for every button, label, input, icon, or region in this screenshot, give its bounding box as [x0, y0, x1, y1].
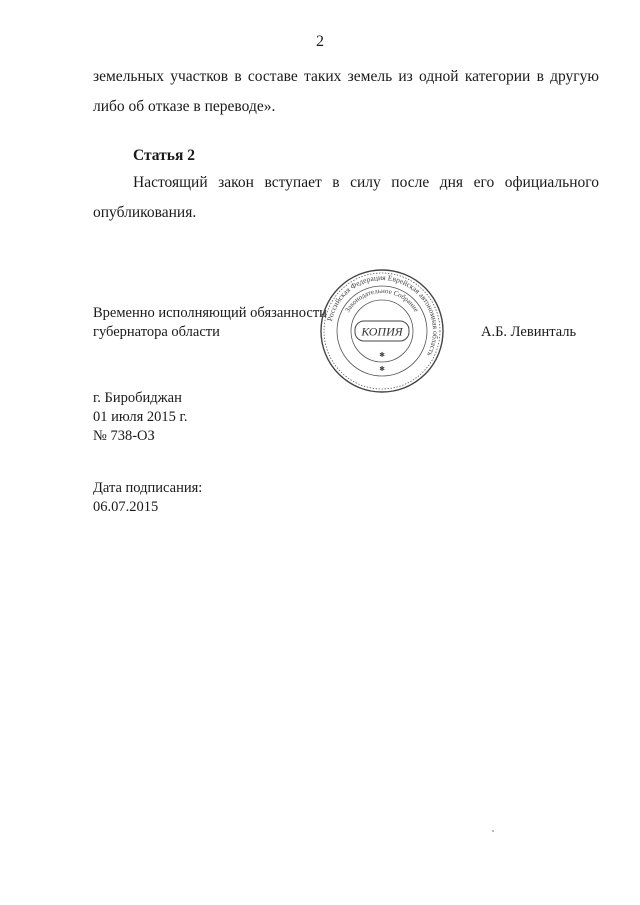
stamp-inner-text: Законодательное Собрание — [343, 286, 421, 314]
law-date: 01 июля 2015 г. — [93, 409, 188, 425]
continuation-line-1: земельных участков в составе таких земель из одной категории в другую — [93, 68, 599, 85]
stamp-center-text: КОПИЯ — [361, 324, 403, 339]
page-number: 2 — [316, 33, 324, 50]
continuation-line-2: либо об отказе в переводе». — [93, 98, 276, 115]
article-text-line-1: Настоящий закон вступает в силу после дня его официального — [133, 174, 599, 191]
stamp-ring-text: Российская Федерация Еврейская автономная область — [325, 272, 441, 358]
stamp-star-icon: ✱ — [379, 365, 385, 373]
stamp-star-icon: ✱ — [379, 351, 385, 359]
signer-position-line-2: губернатора области — [93, 324, 220, 340]
official-seal-stamp — [318, 267, 446, 395]
city: г. Биробиджан — [93, 390, 182, 406]
law-number: № 738-ОЗ — [93, 428, 155, 444]
signer-name: А.Б. Левинталь — [481, 324, 577, 340]
article-text-line-2: опубликования. — [93, 204, 197, 221]
signing-date-label: Дата подписания: — [93, 480, 203, 496]
article-title: Статья 2 — [133, 147, 195, 164]
signer-position-line-1: Временно исполняющий обязанности — [93, 305, 327, 321]
scan-speck — [492, 830, 494, 832]
signing-date: 06.07.2015 — [93, 499, 159, 515]
